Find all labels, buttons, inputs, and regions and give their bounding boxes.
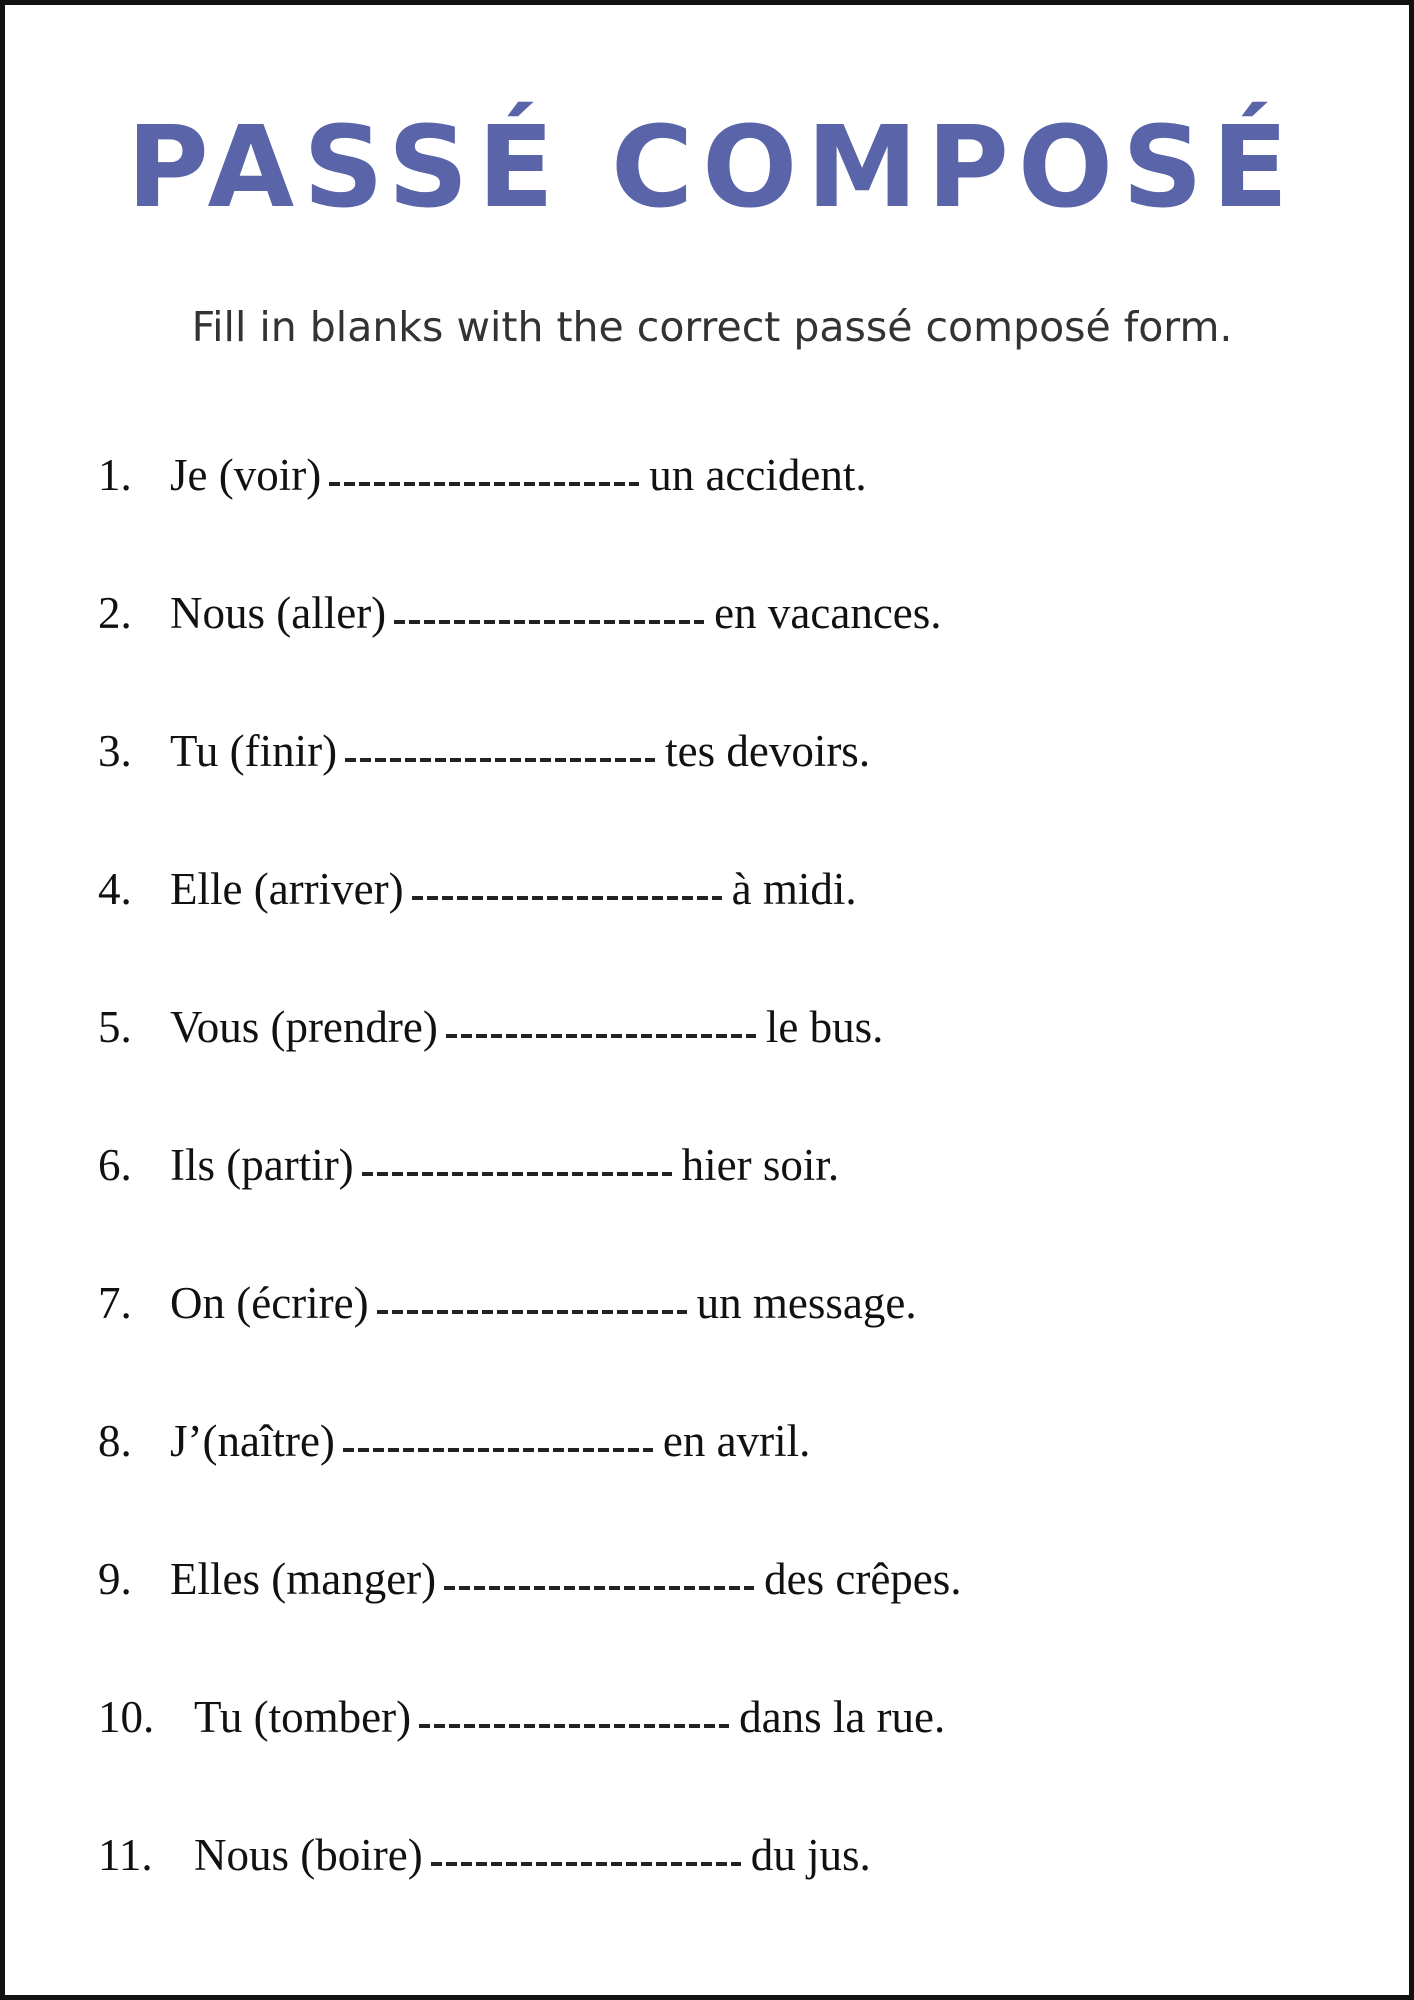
exercise-ending: à midi. xyxy=(731,864,857,914)
exercise-number: 8. xyxy=(98,1416,132,1466)
exercise-ending: en vacances. xyxy=(714,588,942,638)
exercise-item-4 xyxy=(98,859,962,997)
exercise-prompt: Tu (tomber) xyxy=(194,1692,412,1742)
exercise-number: 11. xyxy=(98,1830,153,1880)
exercise-prompt: Nous (aller) xyxy=(170,588,387,638)
answer-blank xyxy=(394,620,704,624)
exercise-item-3 xyxy=(98,721,962,859)
exercise-prompt: J’(naître) xyxy=(170,1416,335,1466)
exercise-prompt: Je (voir) xyxy=(170,450,322,500)
exercise-ending: des crêpes. xyxy=(764,1554,962,1604)
answer-blank xyxy=(377,1310,687,1314)
answer-blank xyxy=(345,758,655,762)
instructions-text: Fill in blanks with the correct passé composé form. xyxy=(191,303,1233,351)
answer-blank xyxy=(362,1172,672,1176)
exercise-item-6 xyxy=(98,1135,962,1273)
exercise-item-2 xyxy=(98,583,962,721)
exercise-ending: un message. xyxy=(696,1278,917,1328)
answer-blank xyxy=(419,1724,729,1728)
exercise-item-8 xyxy=(98,1411,962,1549)
page-title: PASSÉ COMPOSÉ xyxy=(126,103,1298,233)
exercise-item-5 xyxy=(98,997,962,1135)
exercise-prompt: Nous (boire) xyxy=(194,1830,423,1880)
exercise-prompt: Tu (finir) xyxy=(170,726,338,776)
exercise-item-9 xyxy=(98,1549,962,1687)
exercise-ending: dans la rue. xyxy=(739,1692,946,1742)
exercise-number: 4. xyxy=(98,864,132,914)
exercise-number: 3. xyxy=(98,726,132,776)
exercise-prompt: On (écrire) xyxy=(170,1278,369,1328)
exercise-number: 10. xyxy=(98,1692,155,1742)
exercise-list xyxy=(98,445,962,1963)
exercise-prompt: Ils (partir) xyxy=(170,1140,354,1190)
exercise-ending: tes devoirs. xyxy=(665,726,871,776)
exercise-number: 5. xyxy=(98,1002,132,1052)
exercise-item-10 xyxy=(98,1687,962,1825)
exercise-ending: du jus. xyxy=(750,1830,871,1880)
exercise-number: 7. xyxy=(98,1278,132,1328)
answer-blank xyxy=(446,1034,756,1038)
answer-blank xyxy=(412,896,722,900)
answer-blank xyxy=(431,1862,741,1866)
exercise-number: 9. xyxy=(98,1554,132,1604)
exercise-item-11 xyxy=(98,1825,962,1963)
exercise-ending: hier soir. xyxy=(681,1140,840,1190)
exercise-ending: un accident. xyxy=(649,450,867,500)
exercise-number: 1. xyxy=(98,450,132,500)
exercise-prompt: Elles (manger) xyxy=(170,1554,437,1604)
answer-blank xyxy=(444,1586,754,1590)
exercise-prompt: Vous (prendre) xyxy=(170,1002,438,1052)
answer-blank xyxy=(329,482,639,486)
exercise-ending: en avril. xyxy=(662,1416,811,1466)
answer-blank xyxy=(343,1448,653,1452)
exercise-item-7 xyxy=(98,1273,962,1411)
exercise-prompt: Elle (arriver) xyxy=(170,864,404,914)
exercise-number: 2. xyxy=(98,588,132,638)
exercise-number: 6. xyxy=(98,1140,132,1190)
exercise-ending: le bus. xyxy=(765,1002,884,1052)
exercise-item-1 xyxy=(98,445,962,583)
